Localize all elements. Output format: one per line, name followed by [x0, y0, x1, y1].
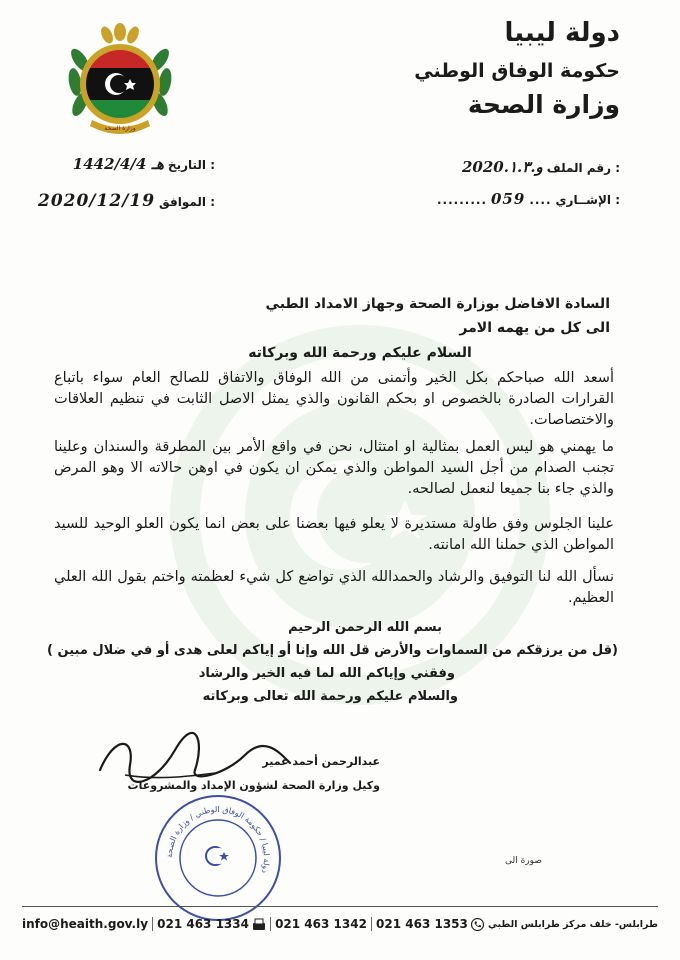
- footer-separator: [152, 917, 153, 931]
- body-paragraph-1: أسعد الله صباحكم بكل الخير وأتمنى من الله الوفاق والاتفاق للصالح العام سواء باتباع القرارات الصادرة بالخصوص او بحكم القانون والذي يمثل الاصل الثابت في تنظيم العلاقات والاختصاصات.: [54, 370, 614, 428]
- signer-name: عبدالرحمن أحمد عمير: [262, 755, 380, 768]
- quran-verse: (قل من يرزقكم من السماوات والأرض قل الله وإنا أو إياكم لعلى هدى أو في ضلال مبين ): [47, 643, 618, 658]
- gregorian-date-value: 2020/12/19: [37, 191, 156, 211]
- gregorian-date-line: [10, 191, 215, 211]
- hijri-date-label: التاريخ :: [167, 158, 215, 172]
- ministry-emblem-logo: [60, 22, 180, 147]
- signer-title: وكيل وزارة الصحة لشؤون الإمداد والمشروعات: [127, 779, 380, 792]
- body-paragraph-2: ما يهمني هو ليس العمل بمثالية او امتثال، نحن في واقع الأمر بين المطرقة والسندان وعلينا تجنب الصدام من أجل السيد المواطن والذي يمكن ان يكون في اوهن حالاته الا وهو المرض والذي جاء بنا جميعا لنعمل لصالحه.: [54, 439, 614, 497]
- footer-phone-1: [376, 917, 484, 931]
- ministry-title: وزارة الصحة: [467, 90, 620, 119]
- footer-fax-number: 021 463 1334: [157, 917, 249, 931]
- gregorian-date-label: الموافق :: [159, 195, 215, 209]
- hijri-date-line: [10, 155, 215, 173]
- to-whom-it-concerns: الى كل من يهمه الامر: [459, 320, 610, 336]
- reference-value: 059: [491, 190, 526, 208]
- file-number-line: [420, 158, 620, 176]
- copy-to-note: صورة الى: [505, 856, 542, 866]
- country-title: دولة ليبيا: [504, 18, 620, 48]
- footer-divider: [22, 906, 658, 907]
- file-number-value: 2020.و.١.٣: [462, 158, 543, 176]
- basmala-line: بسم الله الرحمن الرحيم: [288, 620, 442, 635]
- footer-phone-2: [275, 917, 367, 931]
- opening-greeting: السلام عليكم ورحمة الله وبركاته: [248, 345, 472, 361]
- footer-phone-1-number: 021 463 1353: [376, 917, 468, 931]
- file-number-label: رقم الملف :: [546, 161, 620, 175]
- footer-separator: [371, 917, 372, 931]
- body-paragraph-4: نسأل الله لنا التوفيق والرشاد والحمدالله الذي تواضع كل شيء لعظمته واختم بقول الله العلي العظيم.: [54, 569, 614, 606]
- government-title: حكومة الوفاق الوطني: [414, 60, 620, 82]
- footer-address: [488, 919, 658, 930]
- fax-icon: [252, 918, 266, 931]
- footer-email[interactable]: [22, 917, 148, 931]
- footer-address-text: طرابلس- خلف مركز طرابلس الطبي: [487, 918, 658, 930]
- addressee-line: السادة الافاضل بوزارة الصحة وجهاز الامداد الطبي: [265, 296, 610, 312]
- reference-label: الإشــاري :: [555, 193, 620, 207]
- body-paragraph-3: علينا الجلوس وفق طاولة مستديرة لا يعلو فيها بعضنا على بعض انما يكون العلو الوحيد للسيد المواطن الذي حملنا الله امانته.: [54, 516, 614, 553]
- footer-separator: [270, 917, 271, 931]
- footer-contact-bar: [22, 914, 658, 934]
- hijri-date-value: 1442/4/4 هـ: [72, 155, 164, 173]
- footer-email-text: info@heaith.gov.ly: [22, 917, 149, 931]
- logo-ribbon-text: وزارة الصحة: [104, 125, 136, 132]
- closing-wish: وفقني وإياكم الله لما فيه الخير والرشاد: [198, 666, 455, 681]
- footer-fax: [157, 917, 266, 931]
- phone-icon: [471, 918, 484, 931]
- footer-phone-2-number: 021 463 1342: [275, 917, 367, 931]
- official-stamp: [152, 792, 284, 924]
- reference-line: الإشــاري : .... 059 .........: [436, 190, 620, 208]
- closing-greeting: والسلام عليكم ورحمة الله تعالى وبركاته: [202, 689, 458, 704]
- stamp-ring-text: دولة ليبيا / حكومة الوفاق الوطني / وزارة الصحة: [164, 804, 272, 875]
